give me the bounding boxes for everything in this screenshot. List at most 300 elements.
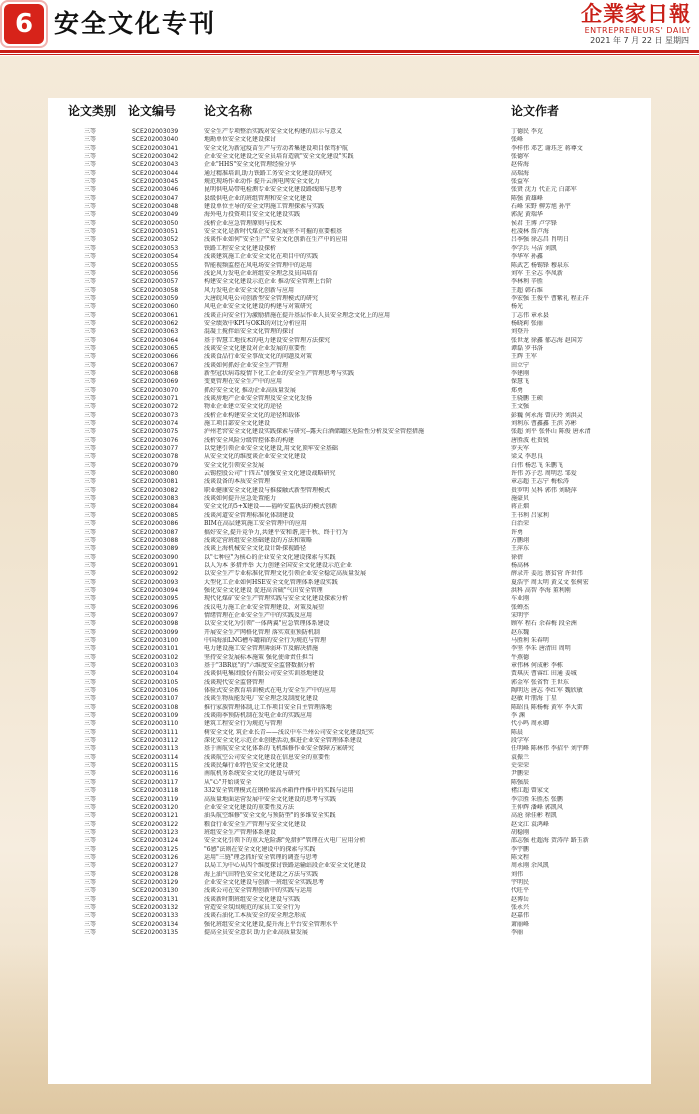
row-type-cell: 三等	[84, 862, 97, 870]
row-code-cell: SCE202003051	[132, 228, 179, 236]
row-code-cell: SCE202003054	[132, 253, 179, 261]
row-type-cell: 三等	[84, 169, 97, 177]
row-title-cell: 以党建引领企业安全文化建设,用文化顶牢安全基础	[204, 445, 338, 453]
row-type-cell: 三等	[84, 495, 97, 503]
table-row	[48, 821, 651, 829]
row-author-cell: 罗天军	[511, 445, 530, 453]
row-type-cell: 三等	[84, 178, 97, 186]
issue-date: 2021 年 7 月 22 日 星期四	[590, 36, 689, 45]
row-code-cell: SCE202003042	[132, 153, 179, 161]
row-author-cell: 宇明民	[511, 878, 530, 886]
table-row	[48, 378, 651, 386]
row-title-cell: 浅谈如何提升应急处置能力	[204, 495, 277, 503]
row-type-cell: 三等	[84, 611, 97, 619]
row-type-cell: 三等	[84, 929, 97, 936]
row-title-cell: 县级供电企业的班组管理和安全文化建设	[204, 194, 313, 202]
row-type-cell: 三等	[84, 211, 97, 219]
row-code-cell: SCE202003101	[132, 645, 179, 653]
row-type-cell: 三等	[84, 253, 97, 261]
row-author-cell: 顾军 程石 余春梅 段全洲	[511, 620, 577, 628]
table-row	[48, 720, 651, 728]
row-author-cell: 王仲辉 潘峰 郭凯风	[511, 803, 563, 811]
table-row	[48, 228, 651, 236]
row-code-cell: SCE202003114	[132, 753, 179, 761]
row-title-cell: 南航机务系统安全文化的建设与研究	[204, 770, 301, 778]
table-row	[48, 170, 651, 178]
row-title-cell: 浅谈供电集团股份有限公司安全实训基地建设	[204, 670, 325, 678]
column-header-author: 论文作者	[511, 104, 560, 118]
table-row	[48, 854, 651, 862]
row-code-cell: SCE202003134	[132, 920, 179, 928]
row-author-cell: 王书利 吕家利	[511, 511, 549, 519]
row-type-cell: 三等	[84, 853, 97, 861]
row-type-cell: 三等	[84, 486, 97, 494]
table-row	[48, 629, 651, 637]
row-title-cell: 开展安全生产网格化管理 落实双重预防机制	[204, 628, 320, 636]
row-title-cell: 浅谈航空公司安全文化建设在信息安全的重要性	[204, 753, 331, 761]
row-author-cell: 高沧 徐佳彬 程凯	[511, 812, 557, 820]
table-row	[48, 762, 651, 770]
row-title-cell: 通过精准培训,助力铁路工务安全文化建设的研究	[204, 169, 332, 177]
masthead-logo-cn: 企業家日報	[581, 1, 691, 26]
column-header-name: 论文名称	[204, 104, 253, 118]
table-row	[48, 470, 651, 478]
table-row	[48, 570, 651, 578]
row-type-cell: 三等	[84, 795, 97, 803]
row-type-cell: 三等	[84, 787, 97, 795]
award-list-panel	[48, 98, 651, 1084]
row-title-cell: 物业企业建立安全文化的途径	[204, 403, 283, 411]
row-code-cell: SCE202003125	[132, 845, 179, 853]
row-type-cell: 三等	[84, 903, 97, 911]
table-row	[48, 420, 651, 428]
row-code-cell: SCE202003064	[132, 336, 179, 344]
row-author-cell: 夏浩宇 周太明 黄义文 张树宏	[511, 578, 589, 586]
row-type-cell: 三等	[84, 586, 97, 594]
row-title-cell: 新型冠状病毒疫情下化工企业的安全生产管理思考与实践	[204, 369, 355, 377]
row-code-cell: SCE202003043	[132, 161, 179, 169]
row-type-cell: 三等	[84, 895, 97, 903]
row-type-cell: 三等	[84, 662, 97, 669]
row-type-cell: 三等	[84, 778, 97, 786]
row-type-cell: 三等	[84, 144, 97, 152]
row-type-cell: 三等	[84, 378, 97, 386]
row-author-cell: 田立宁	[511, 361, 530, 369]
row-code-cell: SCE202003067	[132, 361, 179, 369]
table-row	[48, 253, 651, 261]
row-title-cell: 以人为本 多措并举 大力创建全国安全文化建设示范企业	[204, 561, 352, 569]
table-row	[48, 453, 651, 461]
row-type-cell: 三等	[84, 136, 97, 144]
row-code-cell: SCE202003116	[132, 770, 179, 778]
row-type-cell: 三等	[84, 470, 97, 478]
row-type-cell: 三等	[84, 762, 97, 770]
row-code-cell: SCE202003068	[132, 369, 179, 377]
row-code-cell: SCE202003085	[132, 511, 179, 519]
row-code-cell: SCE202003048	[132, 203, 179, 211]
row-author-cell: 陈昭良 陈杨梅 黄军 李大雷	[511, 703, 583, 711]
row-title-cell: 基于"3BR底"的"六维度安全监督数据分析	[204, 662, 316, 669]
row-type-cell: 三等	[84, 353, 97, 361]
row-author-cell: 薛录开 姜远 蔡贫营 许世伟	[511, 570, 583, 578]
row-author-cell: 贵罗明 吴科 郭伟 刘晓萍	[511, 486, 577, 494]
row-type-cell: 三等	[84, 203, 97, 211]
table-row	[48, 879, 651, 887]
row-type-cell: 三等	[84, 328, 97, 336]
row-author-cell: 许伟 苏子忠 周明忠 邹爱	[511, 470, 577, 478]
row-type-cell: 三等	[84, 653, 97, 661]
row-author-cell: 丁志伟 章永县	[511, 311, 549, 319]
row-title-cell: 提高全员安全意识 助力企业高质量发展	[204, 929, 308, 936]
row-code-cell: SCE202003133	[132, 912, 179, 920]
row-author-cell: 陈强辰	[511, 778, 530, 786]
row-author-cell: 陈强 黄雄峰	[511, 194, 543, 202]
row-title-cell: 浅谈河道安全管理标准化体制建设	[204, 511, 295, 519]
row-code-cell: SCE202003127	[132, 862, 179, 870]
row-type-cell: 三等	[84, 603, 97, 611]
row-title-cell: 浅谈新时期班组安全文化建设与实践	[204, 895, 301, 903]
row-title-cell: 营造安全氛围规范的家员工安全行为	[204, 903, 301, 911]
row-code-cell: SCE202003112	[132, 737, 179, 745]
row-type-cell: 三等	[84, 311, 97, 319]
row-type-cell: 三等	[84, 511, 97, 519]
row-code-cell: SCE202003093	[132, 578, 179, 586]
row-author-cell: 刘登升	[511, 328, 530, 336]
row-author-cell: 陈文程	[511, 853, 530, 861]
row-author-cell: 赵敏 叶朋海 丁星	[511, 695, 557, 703]
row-title-cell: 强化安全文化建设 促进高含硫"气田安全管理	[204, 586, 323, 594]
row-type-cell: 三等	[84, 628, 97, 636]
row-type-cell: 三等	[84, 837, 97, 845]
row-code-cell: SCE202003124	[132, 837, 179, 845]
row-author-cell: 李宇鹏	[511, 845, 530, 853]
row-title-cell: 企业安全文化建设之安全员培育造就"安全文化建设"实践	[204, 153, 354, 161]
table-row	[48, 904, 651, 912]
row-title-cell: 变更管理在安全生产中的应用	[204, 378, 283, 386]
row-code-cell: SCE202003135	[132, 929, 179, 936]
row-title-cell: 建设单位主导的安全文明施工管理探索与实践	[204, 203, 325, 211]
row-type-cell: 三等	[84, 887, 97, 895]
row-title-cell: 以局工为中心从四个维度探讨铁路运输站段企业安全文化建设	[204, 862, 367, 870]
table-row	[48, 796, 651, 804]
row-title-cell: 企业"HHS"安全文化管理经验分享	[204, 161, 297, 169]
row-author-cell: 王萍东	[511, 545, 530, 553]
row-type-cell: 三等	[84, 503, 97, 511]
table-row	[48, 837, 651, 845]
row-code-cell: SCE202003047	[132, 194, 179, 202]
row-title-cell: 企业安全文化建设与创新一班组安全实践思考	[204, 878, 325, 886]
row-code-cell: SCE202003045	[132, 178, 179, 186]
table-row	[48, 395, 651, 403]
row-author-cell: 贾琪庆 曹睿红 田通 姜城	[511, 670, 577, 678]
row-type-cell: 三等	[84, 303, 97, 311]
row-type-cell: 三等	[84, 403, 97, 411]
row-author-cell: 赵传海	[511, 161, 530, 169]
row-author-cell: 高瑞海	[511, 169, 530, 177]
row-code-cell: SCE202003049	[132, 211, 179, 219]
row-title-cell: 从安全文化的维度谈企业安全文化建设	[204, 453, 307, 461]
row-author-cell: 宋明宇	[511, 611, 530, 619]
row-code-cell: SCE202003132	[132, 903, 179, 911]
table-row	[48, 929, 651, 937]
row-author-cell: 马胜利 朱春明	[511, 636, 549, 644]
row-title-cell: 以安全文化为引领"一体两翼"应急管理体系建设	[204, 620, 330, 628]
row-type-cell: 三等	[84, 912, 97, 920]
table-row	[48, 487, 651, 495]
row-type-cell: 三等	[84, 528, 97, 536]
row-author-cell: 李宏强 王俊平 曹紫礼 程正洋	[511, 294, 589, 302]
row-code-cell: SCE202003050	[132, 219, 179, 227]
table-row	[48, 295, 651, 303]
table-row	[48, 278, 651, 286]
row-code-cell: SCE202003121	[132, 812, 179, 820]
row-type-cell: 三等	[84, 236, 97, 244]
table-row	[48, 745, 651, 753]
table-row	[48, 370, 651, 378]
row-author-cell: 章伟林 何成彬 李栋	[511, 662, 563, 669]
row-type-cell: 三等	[84, 737, 97, 745]
row-title-cell: 坚持安全发展标本施策 强化使命责任担当	[204, 653, 314, 661]
row-code-cell: SCE202003130	[132, 887, 179, 895]
row-title-cell: 安全生产专项整治实践对安全文化构建的启示与意义	[204, 128, 343, 135]
row-author-cell: 代旺平	[511, 887, 530, 895]
row-type-cell: 三等	[84, 420, 97, 428]
row-code-cell: SCE202003060	[132, 303, 179, 311]
row-type-cell: 三等	[84, 745, 97, 753]
row-author-cell: 赵博岳	[511, 895, 530, 903]
row-title-cell: 云锡控股公司"十四五"加强安全文化建设战略研究	[204, 470, 336, 478]
column-header-type: 论文类别	[68, 104, 117, 118]
table-row	[48, 412, 651, 420]
row-type-cell: 三等	[84, 703, 97, 711]
row-code-cell: SCE202003100	[132, 636, 179, 644]
table-row	[48, 846, 651, 854]
row-author-cell: 张德军	[511, 153, 530, 161]
row-title-cell: 浅谈安全文化建设对企业发展的重要性	[204, 344, 307, 352]
table-row	[48, 387, 651, 395]
row-title-cell: 浅谈作业如何"安全生产"安全文化创新在生产中的应用	[204, 236, 348, 244]
row-author-cell: 洪科 高智 李海 董利刚	[511, 586, 571, 594]
row-code-cell: SCE202003106	[132, 687, 179, 695]
row-type-cell: 三等	[84, 578, 97, 586]
row-title-cell: 混凝土搅拌站安全文化管理的探讨	[204, 328, 295, 336]
row-code-cell: SCE202003053	[132, 244, 179, 252]
row-author-cell: 唐胜波 杜贵锐	[511, 436, 549, 444]
row-author-cell: 郑勇	[511, 386, 524, 394]
row-code-cell: SCE202003110	[132, 720, 179, 728]
table-row	[48, 178, 651, 186]
row-author-cell: 李样伟 邓艺 谢珏芝 蒋尊文	[511, 144, 583, 152]
row-code-cell: SCE202003079	[132, 461, 179, 469]
row-type-cell: 三等	[84, 878, 97, 886]
table-row	[48, 445, 651, 453]
row-type-cell: 三等	[84, 411, 97, 419]
row-title-cell: 铁路工程安全文化建设探析	[204, 244, 277, 252]
row-title-cell: 以"七种应"为核心的企业安全文化建设探索与实践	[204, 553, 336, 561]
table-row	[48, 236, 651, 244]
row-title-cell: 深化安全文化示范企业创建活动,推进企业安全管理体系建设	[204, 737, 362, 745]
row-author-cell: 李丽	[511, 929, 524, 936]
row-code-cell: SCE202003063	[132, 328, 179, 336]
row-code-cell: SCE202003087	[132, 528, 179, 536]
table-row	[48, 770, 651, 778]
row-type-cell: 三等	[84, 545, 97, 553]
table-row	[48, 654, 651, 662]
table-row	[48, 712, 651, 720]
row-author-cell: 张世龙 徐鑫 郁志海 赵国芳	[511, 336, 583, 344]
row-author-cell: 赵文江 袁鸿峰	[511, 820, 549, 828]
row-title-cell: 基于南航安全文化体系的飞机维修作业安全保障方案研究	[204, 745, 355, 753]
table-row	[48, 912, 651, 920]
row-author-cell: 石峰 宋野 柳芳旭 孙宇	[511, 203, 571, 211]
row-code-cell: SCE202003044	[132, 169, 179, 177]
row-type-cell: 三等	[84, 186, 97, 194]
row-title-cell: 安全文化的5+X建设——福岭安监执法的模式创新	[204, 503, 338, 511]
row-title-cell: 基于智慧工地技术的电力建设安全管理方法探究	[204, 336, 331, 344]
row-title-cell: 浅谈生物质能发电厂安全理念及制度化建设	[204, 695, 319, 703]
row-code-cell: SCE202003091	[132, 561, 179, 569]
row-code-cell: SCE202003099	[132, 628, 179, 636]
row-title-cell: 浅论风力发电企业班组安全理念及员国培育	[204, 269, 319, 277]
row-type-cell: 三等	[84, 319, 97, 327]
row-title-cell: 浅谈现代安全监督管理	[204, 678, 265, 686]
row-title-cell: 浅谈建筑施工企业安全文化在项目中的实践	[204, 253, 319, 261]
table-row	[48, 804, 651, 812]
row-type-cell: 三等	[84, 244, 97, 252]
row-title-cell: 电力建设施工安全管理薄弱环节及解决措施	[204, 645, 319, 653]
row-type-cell: 三等	[84, 720, 97, 728]
row-code-cell: SCE202003086	[132, 520, 179, 528]
table-row	[48, 871, 651, 879]
row-author-cell: 蒋正烟	[511, 503, 530, 511]
row-code-cell: SCE202003076	[132, 436, 179, 444]
row-type-cell: 三等	[84, 294, 97, 302]
row-title-cell: 油头航空维修"安全文化与预防型"的多维安全实践	[204, 812, 336, 820]
row-author-cell: 李宗胜 朱胜杰 张鹏	[511, 795, 563, 803]
table-row	[48, 145, 651, 153]
table-row	[48, 203, 651, 211]
row-type-cell: 三等	[84, 336, 97, 344]
table-row	[48, 670, 651, 678]
row-code-cell: SCE202003058	[132, 286, 179, 294]
row-author-cell: 车业刚	[511, 595, 530, 603]
row-author-cell: 李 渊	[511, 712, 525, 720]
table-row	[48, 320, 651, 328]
row-code-cell: SCE202003074	[132, 420, 179, 428]
row-title-cell: 抓好安全文化 推动企业高质量发展	[204, 386, 296, 394]
row-author-cell: 王文强	[511, 403, 530, 411]
table-row	[48, 337, 651, 345]
row-author-cell: 段学军	[511, 737, 530, 745]
row-title-cell: 从"心"开始谈安全	[204, 778, 252, 786]
row-author-cell: 史荣荣	[511, 762, 530, 770]
row-author-cell: 王辉 王军	[511, 353, 537, 361]
row-author-cell: 李坚 李朱 唐清田 周明	[511, 645, 571, 653]
row-title-cell: 强化班组安全文化建设,提升海上平台安全管理水平	[204, 920, 338, 928]
row-title-cell: 海外电力投资项目安全文化建设实践	[204, 211, 301, 219]
row-author-cell: 侯君 王博 卢学锋	[511, 219, 557, 227]
row-author-cell: 王骁鹏 王硕	[511, 395, 543, 402]
row-title-cell: 建筑工程安全行为规范与管理	[204, 720, 283, 728]
table-row	[48, 754, 651, 762]
row-author-cell: 吕季强 徐志昌 肖明日	[511, 236, 569, 244]
row-code-cell: SCE202003059	[132, 294, 179, 302]
row-type-cell: 三等	[84, 812, 97, 820]
row-code-cell: SCE202003120	[132, 803, 179, 811]
row-title-cell: 运用"三链"理念抓好安全管理的调查与思考	[204, 853, 318, 861]
table-row	[48, 362, 651, 370]
table-row	[48, 662, 651, 670]
row-title-cell: 推行家族管理体制,让工作项目安全自主管理落地	[204, 703, 332, 711]
table-row	[48, 186, 651, 194]
row-code-cell: SCE202003096	[132, 603, 179, 611]
row-type-cell: 三等	[84, 436, 97, 444]
table-header	[48, 98, 651, 120]
row-author-cell: 周永刚 余风凯	[511, 862, 549, 870]
row-author-cell: 张峰	[511, 136, 524, 144]
row-code-cell: SCE202003095	[132, 595, 179, 603]
row-type-cell: 三等	[84, 219, 97, 227]
table-row	[48, 312, 651, 320]
row-title-cell: 大唐皖风电公司创新型安全管理模式的研究	[204, 294, 319, 302]
row-code-cell: SCE202003107	[132, 695, 179, 703]
row-type-cell: 三等	[84, 361, 97, 369]
row-author-cell: 杨高林	[511, 561, 530, 569]
newspaper-masthead	[581, 2, 691, 36]
table-row	[48, 495, 651, 503]
row-type-cell: 三等	[84, 520, 97, 528]
row-code-cell: SCE202003113	[132, 745, 179, 753]
row-type-cell: 三等	[84, 920, 97, 928]
table-row	[48, 695, 651, 703]
row-code-cell: SCE202003111	[132, 728, 179, 736]
row-author-cell: 陶明达 唐志 李红军 魏欣敏	[511, 687, 583, 695]
table-row	[48, 161, 651, 169]
table-row	[48, 829, 651, 837]
table-row	[48, 679, 651, 687]
row-title-cell: 浅谈房地产企业安全管理及安全文化发扬	[204, 395, 313, 402]
row-title-cell: 体验式安全教育培训模式在电力安全生产中的应用	[204, 687, 337, 695]
row-code-cell: SCE202003081	[132, 478, 179, 486]
row-code-cell: SCE202003072	[132, 403, 179, 411]
table-row	[48, 787, 651, 795]
row-author-cell: 刘军 王全志 李凤新	[511, 269, 563, 277]
row-author-cell: 彭巍 何永海 曾庆玲 刘洪灵	[511, 411, 583, 419]
row-code-cell: SCE202003090	[132, 553, 179, 561]
row-author-cell: 陈武艺 杨锡锋 穆泉东	[511, 261, 569, 269]
row-title-cell: 浅谈石油化工本质安全的安全理念形成	[204, 912, 307, 920]
row-code-cell: SCE202003073	[132, 411, 179, 419]
table-row	[48, 562, 651, 570]
table-row	[48, 136, 651, 144]
row-code-cell: SCE202003109	[132, 712, 179, 720]
table-row	[48, 245, 651, 253]
row-author-cell: 胡稳刚	[511, 828, 530, 836]
row-author-cell: 方鹏翊	[511, 536, 530, 544]
row-type-cell: 三等	[84, 461, 97, 469]
row-type-cell: 三等	[84, 428, 97, 436]
row-type-cell: 三等	[84, 595, 97, 603]
row-type-cell: 三等	[84, 553, 97, 561]
table-row	[48, 545, 651, 553]
row-code-cell: SCE202003108	[132, 703, 179, 711]
table-row	[48, 620, 651, 628]
row-title-cell: 浅谈食品行业安全事故文化的问题及对策	[204, 353, 313, 361]
row-title-cell: 昆明供电局带电检测专业安全文化建设路线图与思考	[204, 186, 343, 194]
row-author-cell: 刘利东 曹鑫鑫 王滨 苏彬	[511, 420, 577, 428]
row-title-cell: 浅析安全风险分级管控体系的构建	[204, 436, 295, 444]
row-title-cell: 高质量地面运营发展中安全文化建设的思考与实践	[204, 795, 337, 803]
